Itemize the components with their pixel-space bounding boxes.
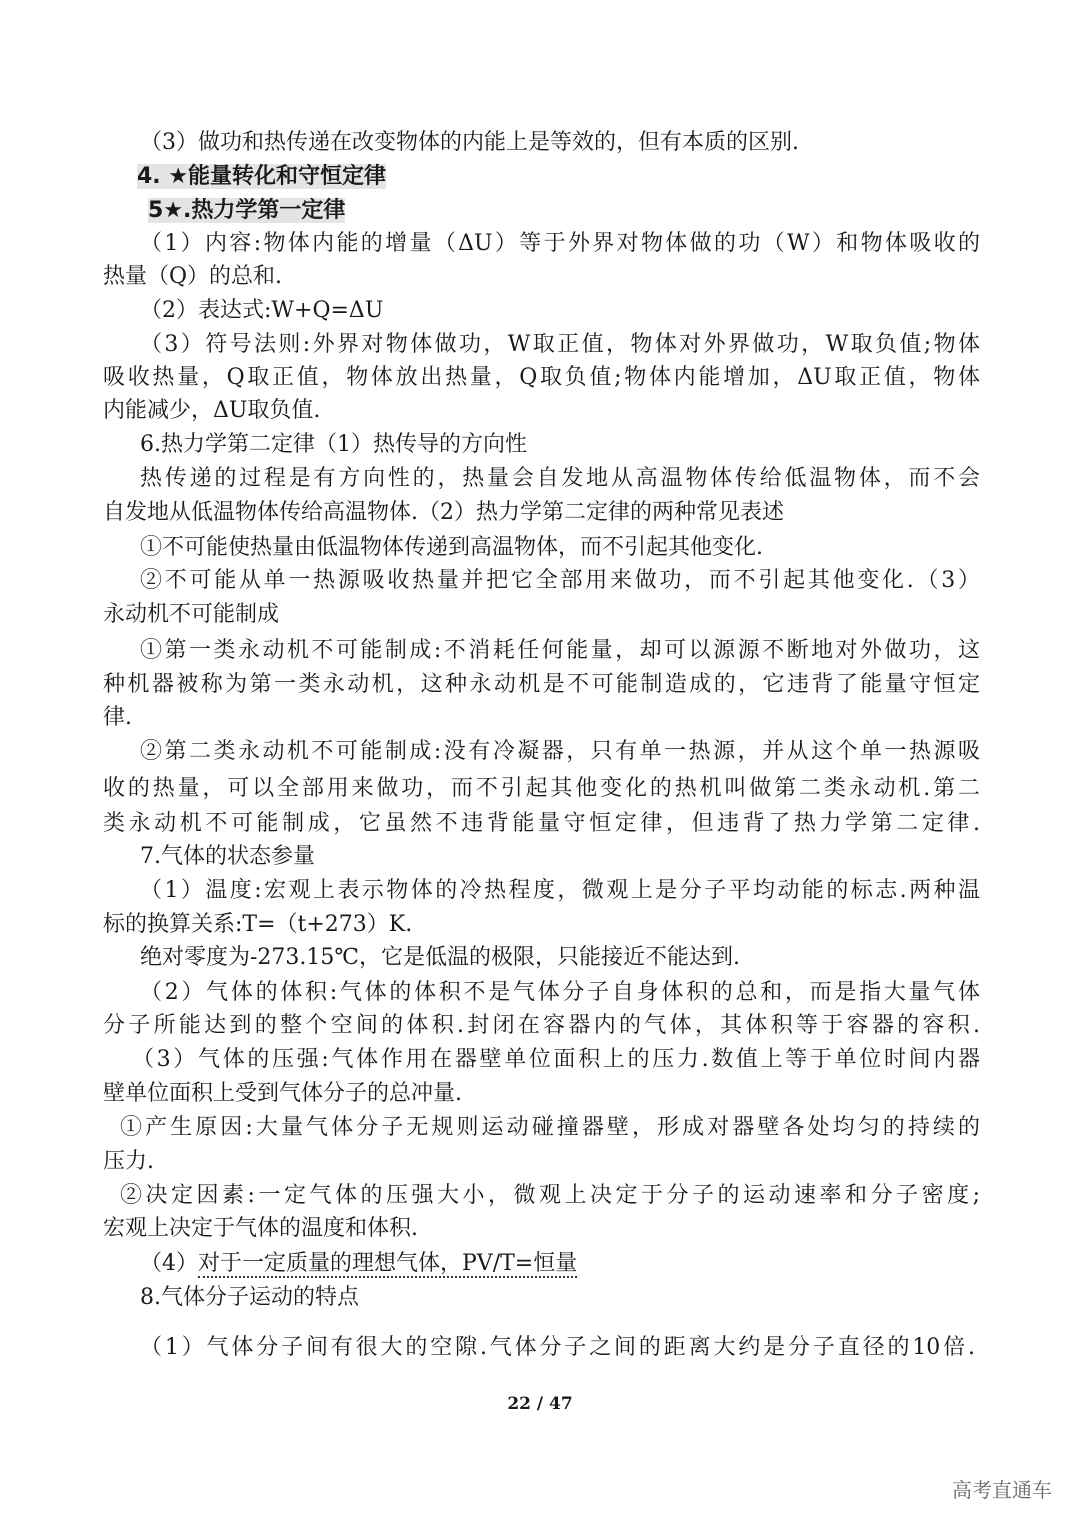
section-heading-4: [137, 162, 980, 192]
underlined-text: 对于一定质量的理想气体，PV/T=恒量: [198, 1251, 578, 1276]
text-line: 律.: [103, 705, 132, 730]
page-number: 22 / 47: [507, 1394, 573, 1414]
text-line: 类永动机不可能制成，它虽然不违背能量守恒定律，但违背了热力学第二定律.: [103, 811, 980, 836]
text-line: 宏观上决定于气体的温度和体积.: [103, 1216, 418, 1241]
text-line: （3）气体的压强:气体作用在器壁单位面积上的压力.数值上等于单位时间内器: [132, 1047, 980, 1072]
section-heading-7: 7.气体的状态参量: [140, 844, 315, 869]
section-heading-8: 8.气体分子运动的特点: [140, 1285, 359, 1310]
text-line: 种机器被称为第一类永动机，这种永动机是不可能制造成的，它违背了能量守恒定: [103, 672, 980, 697]
text-line: ①产生原因:大量气体分子无规则运动碰撞器壁，形成对器壁各处均匀的持续的: [120, 1115, 980, 1140]
text-line: （2）表达式:W+Q=ΔU: [140, 298, 384, 323]
heading-text: 4. ★能量转化和守恒定律: [137, 164, 387, 189]
text-line: 收的热量，可以全部用来做功，而不引起其他变化的热机叫做第二类永动机.第二: [103, 776, 980, 801]
text-line: 绝对零度为-273.15℃，它是低温的极限，只能接近不能达到.: [140, 945, 741, 970]
text-line: 热量（Q）的总和.: [103, 264, 283, 289]
watermark: 高考直通车: [952, 1478, 1052, 1502]
text-line: （3）符号法则:外界对物体做功，W取正值，物体对外界做功，W取负值;物体: [140, 332, 980, 357]
section-heading-6: 6.热力学第二定律（1）热传导的方向性: [140, 432, 527, 457]
text-line: 自发地从低温物体传给高温物体.（2）热力学第二定律的两种常见表述: [103, 500, 784, 525]
text-line: 标的换算关系:T=（t+273）K.: [103, 912, 413, 937]
text-line: （2）气体的体积:气体的体积不是气体分子自身体积的总和，而是指大量气体: [140, 980, 980, 1005]
text-line: （3）做功和热传递在改变物体的内能上是等效的，但有本质的区别.: [140, 130, 799, 155]
text-line: ①第一类永动机不可能制成:不消耗任何能量，却可以源源不断地对外做功，这: [140, 638, 980, 663]
text-line: 永动机不可能制成: [103, 602, 280, 627]
text-line: ①不可能使热量由低温物体传递到高温物体，而不引起其他变化.: [140, 535, 763, 560]
heading-text: 5★.热力学第一定律: [148, 198, 346, 223]
item-number: （4）: [140, 1251, 198, 1276]
text-line: 分子所能达到的整个空间的体积.封闭在容器内的气体，其体积等于容器的容积.: [103, 1013, 980, 1038]
text-line: 热传递的过程是有方向性的，热量会自发地从高温物体传给低温物体，而不会: [140, 466, 980, 491]
text-line: （1）内容:物体内能的增量（ΔU）等于外界对物体做的功（W）和物体吸收的: [140, 231, 980, 256]
text-line: （1）气体分子间有很大的空隙.气体分子之间的距离大约是分子直径的10倍.: [140, 1335, 975, 1360]
text-line: 壁单位面积上受到气体分子的总冲量.: [103, 1081, 462, 1106]
section-heading-5: [148, 196, 980, 226]
text-line: 吸收热量，Q取正值，物体放出热量，Q取负值;物体内能增加，ΔU取正值，物体: [103, 365, 980, 390]
text-line: ②决定因素:一定气体的压强大小，微观上决定于分子的运动速率和分子密度;: [120, 1183, 980, 1208]
text-line: [140, 1249, 980, 1279]
text-line: ②不可能从单一热源吸收热量并把它全部用来做功，而不引起其他变化.（3）: [140, 568, 980, 593]
text-line: （1）温度:宏观上表示物体的冷热程度，微观上是分子平均动能的标志.两种温: [140, 878, 980, 903]
text-line: ②第二类永动机不可能制成:没有冷凝器，只有单一热源，并从这个单一热源吸: [140, 739, 980, 764]
text-line: 内能减少，ΔU取负值.: [103, 398, 321, 423]
text-line: 压力.: [103, 1149, 154, 1174]
